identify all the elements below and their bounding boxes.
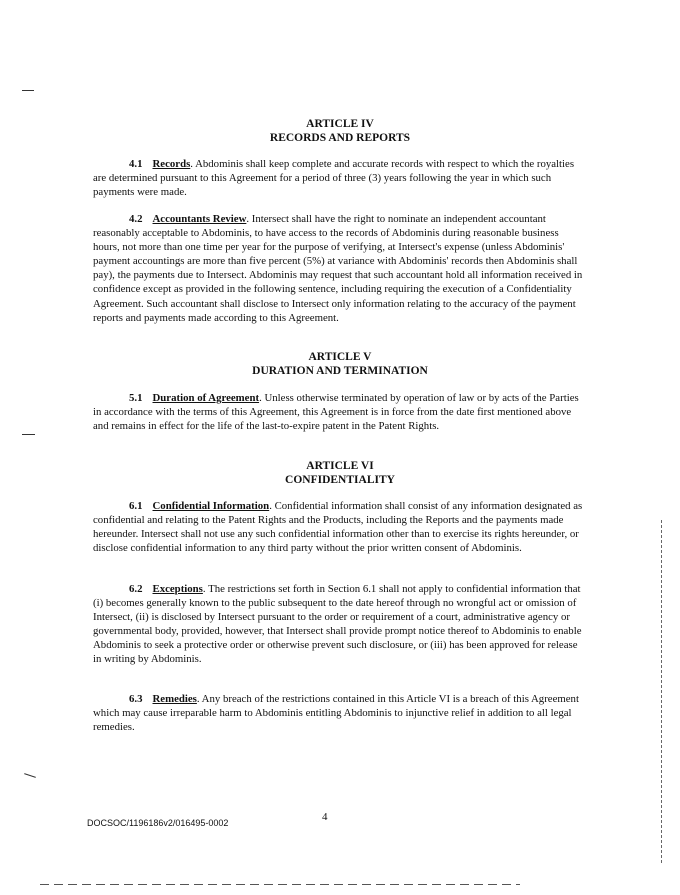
section-number: 6.2 [129,583,143,595]
article-vi-heading: ARTICLE VI [306,460,374,472]
scan-mark [22,434,35,435]
section-6-2 [93,582,585,667]
scan-mark [24,773,36,778]
article-vi-subheading: CONFIDENTIALITY [285,474,395,486]
section-text: . Unless otherwise terminated by operation of law or by acts of the Parties in accordance with the terms of this Agreement, this Agreement is in force from the date first mentioned above and remains in effect for the life of the last-to-expire patent in the Patent Rights. [93,392,579,433]
article-iv-heading: ARTICLE IV [306,118,374,130]
section-number: 6.3 [129,693,143,705]
section-title: Remedies [152,693,197,705]
section-title: Exceptions [152,583,203,595]
scan-edge-line [661,520,662,865]
section-title: Duration of Agreement [152,392,260,404]
section-4-2 [93,212,585,325]
article-v-heading: ARTICLE V [308,351,372,363]
article-v-subheading: DURATION AND TERMINATION [252,365,428,377]
section-text: . Abdominis shall keep complete and accurate records with respect to which the royalties are determined pursuant to this Agreement for a period of three (3) years following the year in which such payments were made. [93,158,575,199]
section-number: 6.1 [129,500,143,512]
article-iv-subheading: RECORDS AND REPORTS [269,132,411,144]
section-number: 5.1 [129,392,143,404]
page-number: 4 [322,811,328,823]
section-5-1 [93,391,585,433]
section-number: 4.2 [129,213,143,225]
scan-mark [22,90,34,91]
section-text: . Confidential information shall consist of any information designated as confidential and relating to the Patent Rights and the Products, including the Reports and the payments made hereunder. Intersect shall not use any such confidential information other than to exercise its rights hereunder, or disclose confidential information to any third party without the prior written consent of Abdominis. [93,500,583,555]
scan-bottom-dashes [40,884,520,885]
document-id: DOCSOC/1196186v2/016495-0002 [87,818,229,828]
section-text: . Intersect shall have the right to nominate an independent accountant reasonably acceptable to Abdominis, to have access to the records of Abdominis during reasonable business hours, not more than one time per year for the purpose of verifying, at Intersect's expense (unless Abdominis' payment accountings are more than five percent (5%) at variance with Abdominis' records then Abdominis shall pay), the payments due to Intersect. Abdominis may request that such accountant hold all information received in confidence except as provided in the following sentence, including requiring the execution of a Confidentiality Agreement. Such accountant shall disclose to Intersect only information relating to the accuracy of the payment reports and payments made according to this Agreement. [93,213,583,324]
section-text: . Any breach of the restrictions contained in this Article VI is a breach of this Agreement which may cause irreparable harm to Abdominis entitling Abdominis to injunctive relief in addition to all legal remedies. [93,693,579,734]
section-title: Accountants Review [152,213,247,225]
section-title: Records [152,158,191,170]
section-6-1 [93,499,585,555]
section-4-1 [93,157,585,199]
section-title: Confidential Information [152,500,270,512]
section-text: . The restrictions set forth in Section 6.1 shall not apply to confidential information that (i) becomes generally known to the public subsequent to the date hereof through no wrongful act or omission of Intersect, (ii) is disclosed by Intersect pursuant to the order or requirement of a court, administrative agency or governmental body, provided, however, that Intersect shall provide prompt notice thereof to Abdominis to enable Abdominis to seek a protective order or otherwise prevent such disclosure, or (iii) has been approved for release in writing by Abdominis. [93,583,582,666]
section-6-3 [93,692,585,734]
section-number: 4.1 [129,158,143,170]
